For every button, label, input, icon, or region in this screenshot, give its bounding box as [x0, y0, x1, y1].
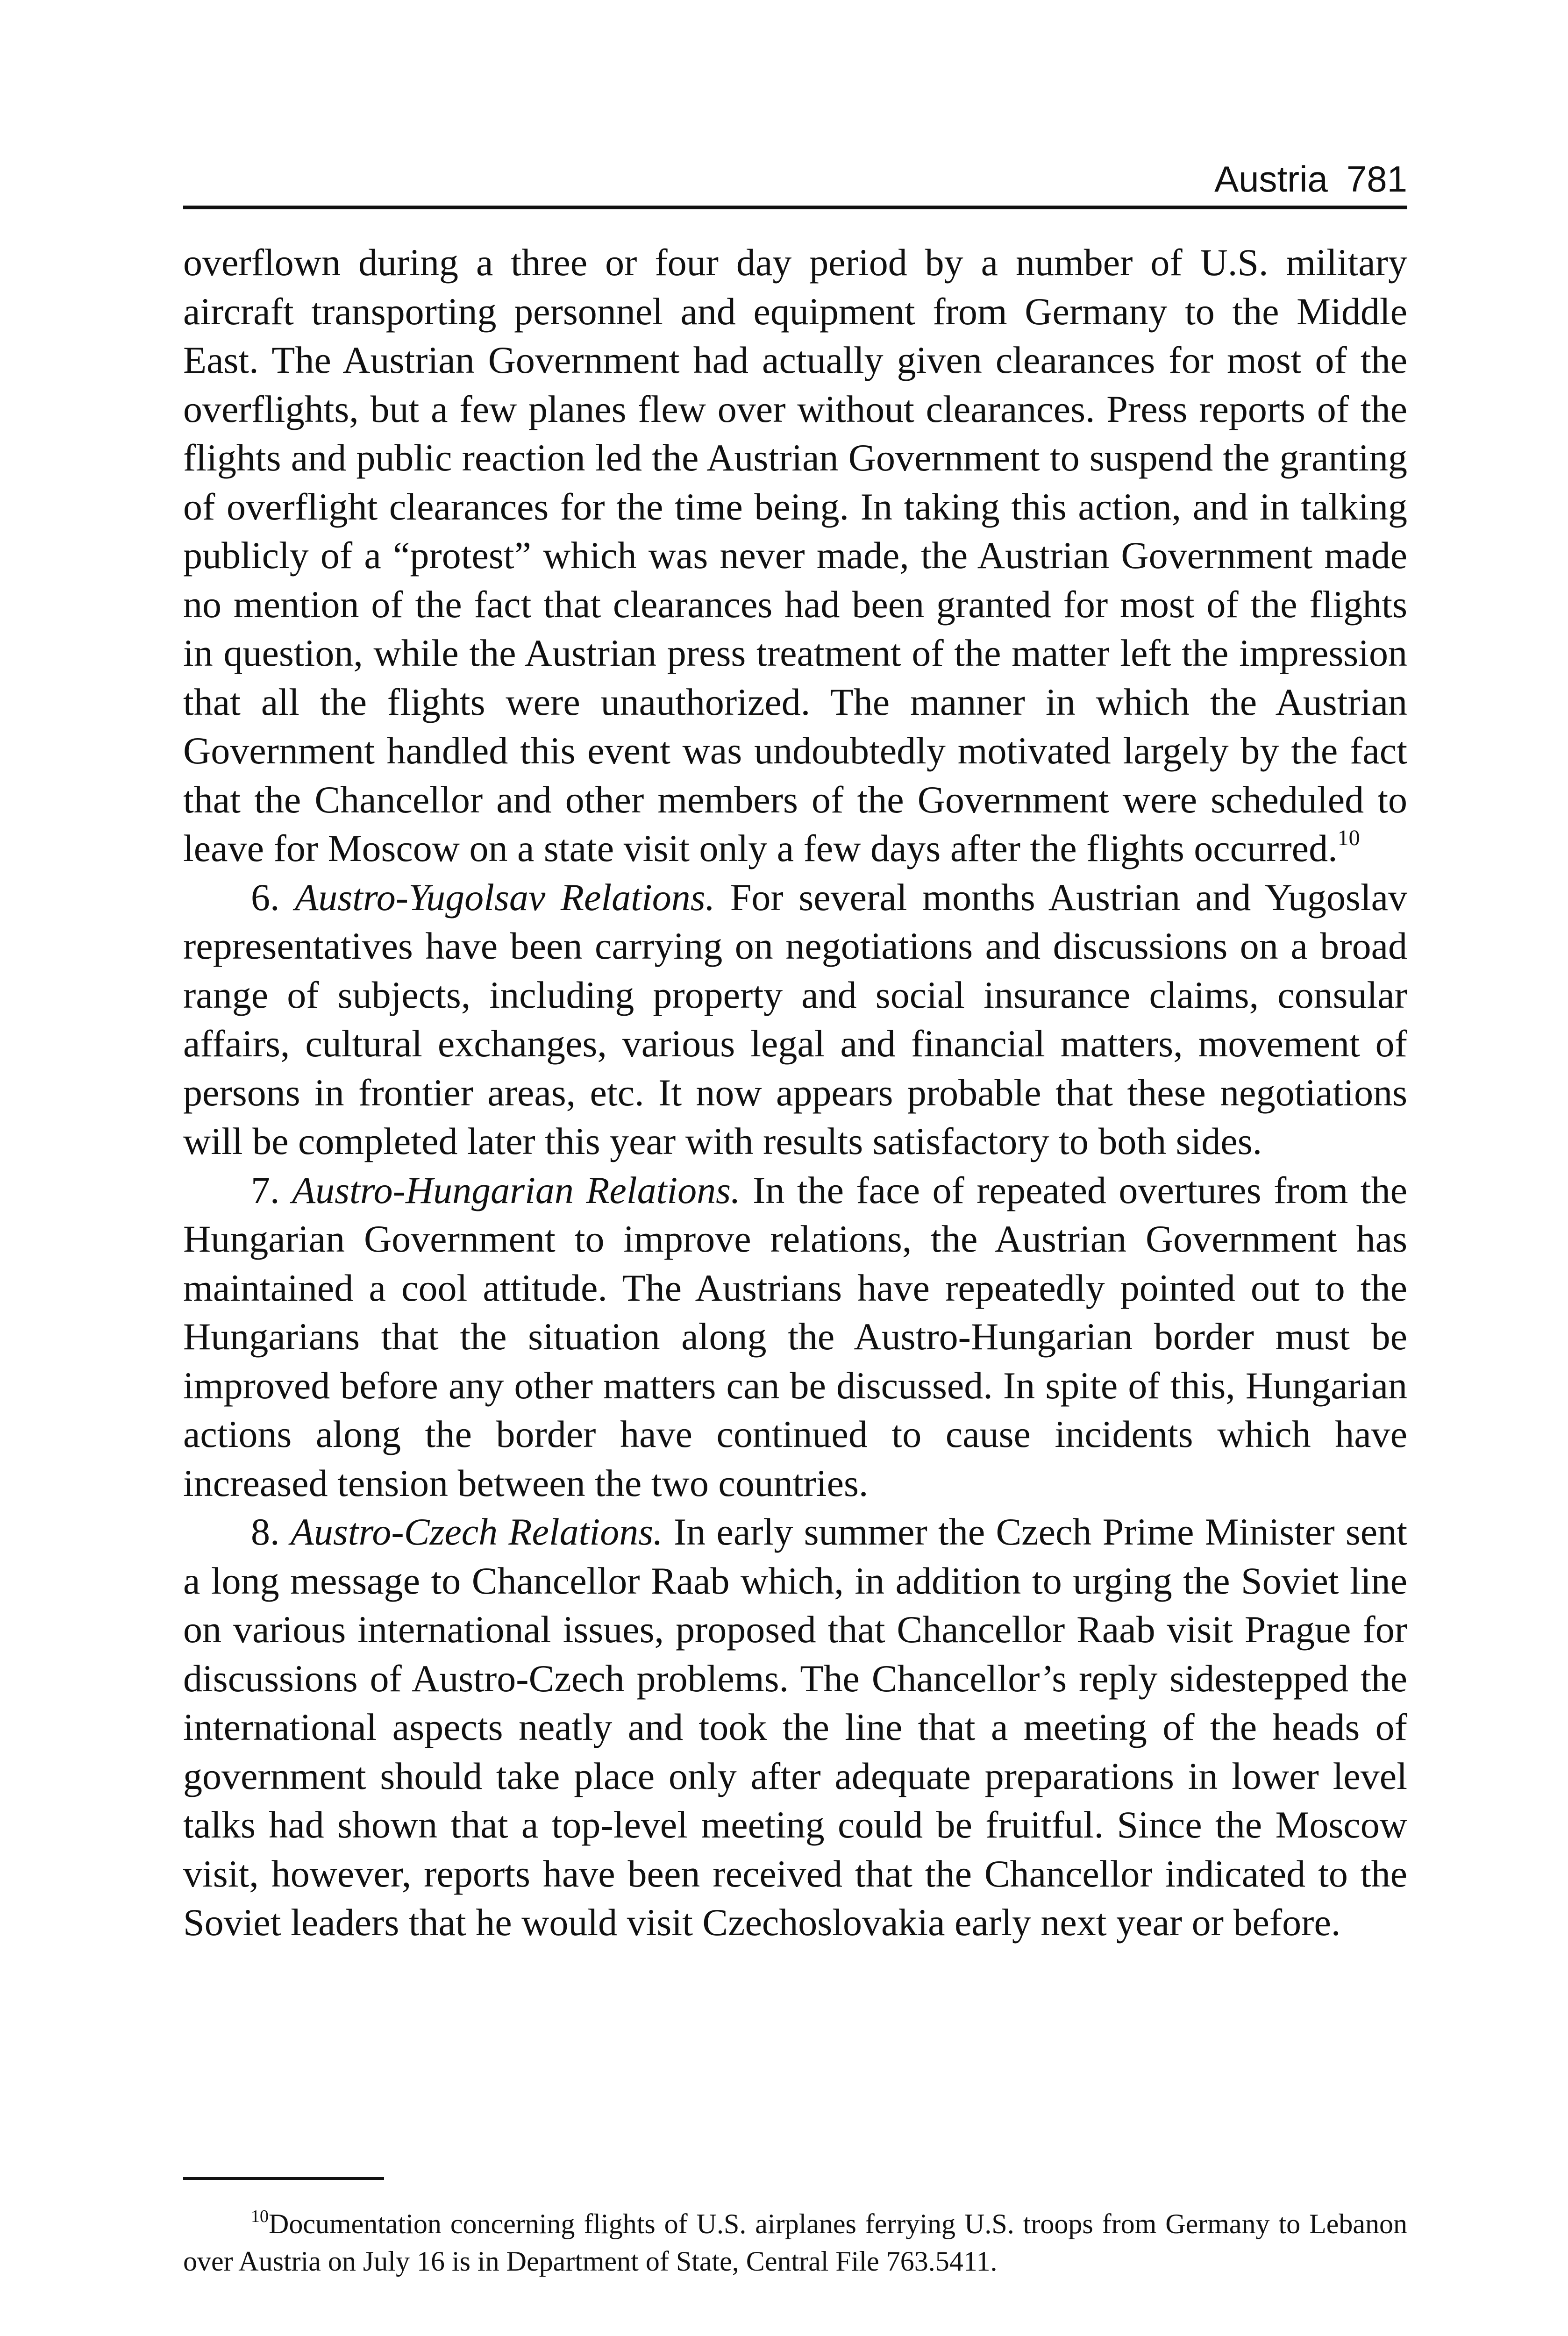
section-text: In early summer the Czech Prime Minister sent a long message to Chancellor Raab which, in addition to urging the Soviet line on various international issues, proposed that Chancellor Raab visit Prague for discussions of Austro-Czech problems. The Chancellor’s reply sidestepped the international aspects neatly and took the line that a meeting of the heads of government should take place only after adequate preparations in lower level talks had shown that a top-level meeting could be fruitful. Since the Moscow visit, however, reports have been received that the Chancellor indicated to the Soviet leaders that he would visit Czechoslovakia early next year or before.	[183, 1510, 1407, 1944]
section-text: In the face of repeated overtures from the Hungarian Government to improve relations, the Austrian Government has maintained a cool attitude. The Austrians have repeatedly pointed out to the Hungarians that the situation along the Austro-Hungarian border must be improved before any other matters can be discussed. In spite of this, Hungarian actions along the border have continued to cause incidents which have increased tension between the two countries.	[183, 1168, 1408, 1504]
continuation-paragraph	[183, 238, 1407, 873]
continuation-text: overflown during a three or four day period by a number of U.S. military aircraft transporting personnel and equipment from Germany to the Middle East. The Austrian Government had actually given clearances for most of the overflights, but a few planes flew over without clearances. Press reports of the flights and public reaction led the Austrian Government to suspend the granting of overflight clearances for the time being. In taking this action, and in talking publicly of a “protest” which was never made, the Austrian Government made no mention of the fact that clearances had been granted for most of the flights in question, while the Austrian press treatment of the matter left the impression that all the flights were unauthorized. The manner in which the Austrian Government handled this event was undoubtedly motivated largely by the fact that the Chancellor and other members of the Government were scheduled to leave for Moscow on a state visit only a few days after the flights occurred.	[183, 241, 1407, 869]
body-text	[183, 238, 1407, 1947]
section-text: For several months Austrian and Yugoslav representatives have been carrying on negotiations and discussions on a broad range of subjects, including property and social insurance claims, consular affairs, cultural exchanges, various legal and financial matters, movement of persons in frontier areas, etc. It now appears probable that these negotiations will be completed later this year with results satisfactory to both sides.	[183, 876, 1408, 1162]
section-paragraph-8	[183, 1508, 1407, 1947]
section-number: 7.	[251, 1168, 280, 1211]
footnote-reference: 10	[1337, 826, 1360, 850]
section-paragraph-6	[183, 873, 1407, 1166]
footnote-rule	[183, 2177, 384, 2180]
page-number: 781	[1346, 158, 1407, 199]
footnote	[183, 2205, 1407, 2280]
section-number: 6.	[251, 876, 280, 919]
footnote-text: Documentation concerning flights of U.S. airplanes ferrying U.S. troops from Germany to Lebanon over Austria on July 16 is in Department of State, Central File 763.5411.	[183, 2208, 1407, 2277]
section-heading: Austro-Czech Relations.	[290, 1510, 663, 1553]
running-head	[1214, 158, 1407, 200]
running-head-title: Austria	[1214, 158, 1328, 199]
page-header	[183, 150, 1407, 206]
section-heading: Austro-Yugolsav Relations.	[295, 876, 715, 919]
section-heading: Austro-Hungarian Relations.	[292, 1168, 741, 1211]
section-paragraph-7	[183, 1166, 1407, 1508]
header-rule	[183, 206, 1407, 209]
footnote-marker: 10	[251, 2207, 269, 2226]
section-number: 8.	[251, 1510, 280, 1553]
